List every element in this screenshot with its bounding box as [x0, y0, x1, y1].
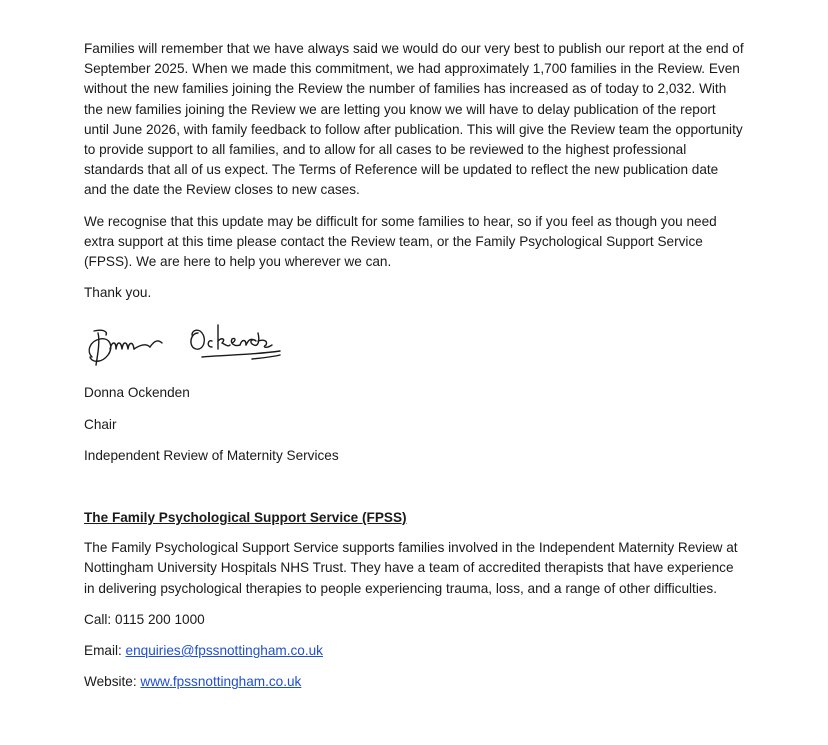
handwritten-signature — [84, 311, 294, 371]
letter-paragraph-1: Families will remember that we have always said we would do our very best to publish our report at the end of September 2025. When we made this commitment, we had approximately 1,700 families in the Review. Even without the new families joining the Review the number of families has increased as of today to 2,032. With the new families joining the Review we are letting you know we will have to delay publication of the report until June 2026, with family feedback to follow after publication. This will give the Review team the opportunity to provide support to all families, and to allow for all cases to be reviewed to the highest professional standards that all of us expect. The Terms of Reference will be updated to reflect the new publication date and the date the Review closes to new cases. — [84, 41, 744, 198]
signature-text: Donna Ockenden — [84, 311, 92, 313]
website-line — [84, 672, 744, 692]
signatory-role: Chair — [84, 416, 117, 432]
call-line — [84, 610, 744, 630]
letter-body — [84, 39, 744, 703]
email-link[interactable]: enquiries@fpssnottingham.co.uk — [125, 643, 323, 659]
fpss-description: The Family Psychological Support Service supports families involved in the Independent Maternity Review at Nottingham University Hospitals NHS Trust. They have a team of accredited therapists that have experience in delivering psychological therapies to people experiencing trauma, loss, and a range of other difficulties. — [84, 540, 738, 596]
signatory-organisation: Independent Review of Maternity Services — [84, 447, 339, 463]
website-link[interactable]: www.fpssnottingham.co.uk — [140, 674, 302, 690]
fpss-heading: The Family Psychological Support Service (FPSS) — [84, 510, 407, 526]
email-label: Email: — [84, 643, 126, 659]
letter-paragraph-2: We recognise that this update may be difficult for some families to hear, so if you feel as though you need extra support at this time please contact the Review team, or the Family Psychological Support Service (FPSS). We are here to help you wherever we can. — [84, 213, 717, 270]
call-label: Call: — [84, 611, 115, 627]
website-label: Website: — [84, 674, 141, 690]
signatory-name: Donna Ockenden — [84, 385, 190, 401]
phone-number: 0115 200 1000 — [114, 611, 205, 627]
thanks-line: Thank you. — [84, 285, 152, 301]
email-line — [84, 641, 744, 661]
